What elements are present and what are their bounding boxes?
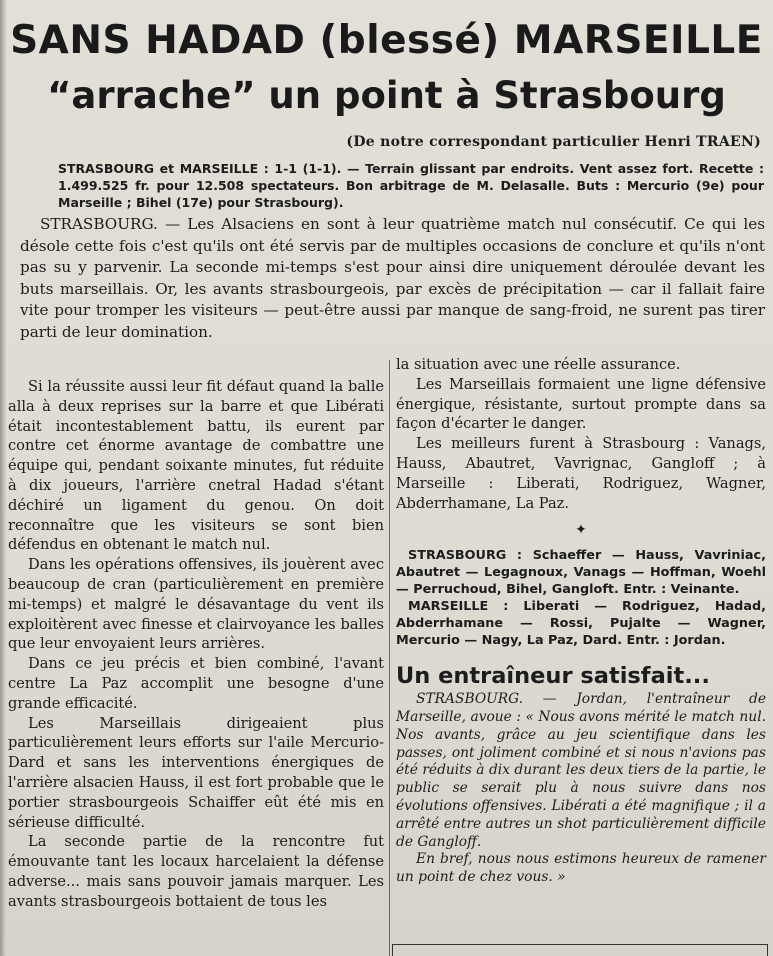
left-paragraph: Si la réussite aussi leur fit défaut quand la balle alla à deux reprises sur la barre et que Libérati était incontestablement battu, ils eurent par contre cet énorme avantage de combattre une équipe qui, pendant soixante minutes, fut réduite à dix joueurs, l'arrière cnetral Hadad s'étant déchiré un ligament du genou. On doit reconnaître que les visiteurs se sont bien défendus en obtenant le match nul. — [8, 378, 384, 554]
left-paragraph: Dans ce jeu précis et bien combiné, l'avant centre La Paz accomplit une besogne d'une grande efficacité. — [8, 655, 384, 712]
left-paragraph: Dans les opérations offensives, ils jouèrent avec beaucoup de cran (particulièrement en première mi-temps) et malgré le désavantage du vent ils exploitèrent avec finesse et clairvoyance les balles que leur envoyaient leurs arrières. — [8, 556, 384, 653]
column-divider — [389, 360, 390, 956]
coach-quote-end: En bref, nous nous estimons heureux de ramener un point de chez vous. » — [396, 851, 766, 886]
byline: (De notre correspondant particulier Henri TRAEN) — [346, 134, 761, 150]
page-edge — [0, 0, 6, 956]
right-paragraph: Les Marseillais formaient une ligne défensive énergique, résistante, surtout prompte dans sa façon d'écarter le danger. — [396, 375, 766, 433]
star-separator: ✦ — [575, 522, 587, 539]
match-summary: STRASBOURG et MARSEILLE : 1-1 (1-1). — Terrain glissant par endroits. Vent assez fort. Recette : 1.499.525 fr. pour 12.508 spectateurs. Bon arbitrage de M. Delasalle. Buts : Mercurio (9e) pour Marseille ; Bihel (17e) pour Strasbourg). — [58, 161, 764, 210]
right-column — [396, 355, 766, 887]
left-paragraph: La seconde partie de la rencontre fut émouvante tant les locaux harcelaient la défense adverse... mais sans pouvoir jamais marquer. Les avants strasbourgeois bottaient de tous les — [8, 833, 384, 910]
headline-line-1: SANS HADAD (blessé) MARSEILLE — [10, 18, 763, 63]
right-paragraph: la situation avec une réelle assurance. — [396, 356, 681, 373]
lineup-marseille: MARSEILLE : Liberati — Rodriguez, Hadad, Abderrhamane — Rossi, Pujalte — Wagner, Mercurio — Nagy, La Paz, Dard. Entr. : Jordan. — [396, 599, 766, 649]
next-article-box — [392, 944, 768, 956]
coach-quote: STRASBOURG. — Jordan, l'entraîneur de Marseille, avoue : « Nous avons mérité le match nul. Nos avants, grâce au jeu scientifique dans les passes, ont joliment combiné et si nous n'avions pas été réduits à dix durant les deux tiers de la partie, le public se serait plu à nous suivre dans nos évolutions offensives. Libérati a été magnifique ; il a arrêté entre autres un shot particulièrement difficile de Gangloff. — [396, 691, 766, 850]
left-column — [8, 377, 384, 912]
headline-line-2: “arrache” un point à Strasbourg — [47, 74, 726, 117]
left-paragraph: Les Marseillais dirigeaient plus particulièrement leurs efforts sur l'aile Mercurio-Dard et sans les interventions énergiques de l'arrière alsacien Hauss, il est fort probable que le portier strasbourgeois Schaiffer eût été mis en sérieuse difficulté. — [8, 714, 384, 831]
subheadline: Un entraîneur satisfait... — [396, 663, 710, 690]
lineup-strasbourg: STRASBOURG : Schaeffer — Hauss, Vavriniac, Abautret — Legagnoux, Vanags — Hoffman, Woehl — Perruchoud, Bihel, Gangloft. Entr. : Veinante. — [396, 548, 766, 598]
intro-paragraph: STRASBOURG. — Les Alsaciens en sont à leur quatrième match nul consécutif. Ce qui les désole cette fois c'est qu'ils ont été servis par de multiples occasions de conclure et qu'ils n'ont pas su y parvenir. La seconde mi-temps s'est pour ainsi dire uniquement déroulée devant les buts marseillais. Or, les avants strasbourgeois, par excès de précipitation — car il fallait faire vite pour tromper les visiteurs — peut-être aussi par manque de sang-froid, ne surent pas tirer parti de leur domination. — [20, 215, 765, 341]
right-paragraph: Les meilleurs furent à Strasbourg : Vanags, Hauss, Abautret, Vavrignac, Gangloff ; à Marseille : Liberati, Rodriguez, Wagner, Abderrhamane, La Paz. — [396, 435, 766, 512]
